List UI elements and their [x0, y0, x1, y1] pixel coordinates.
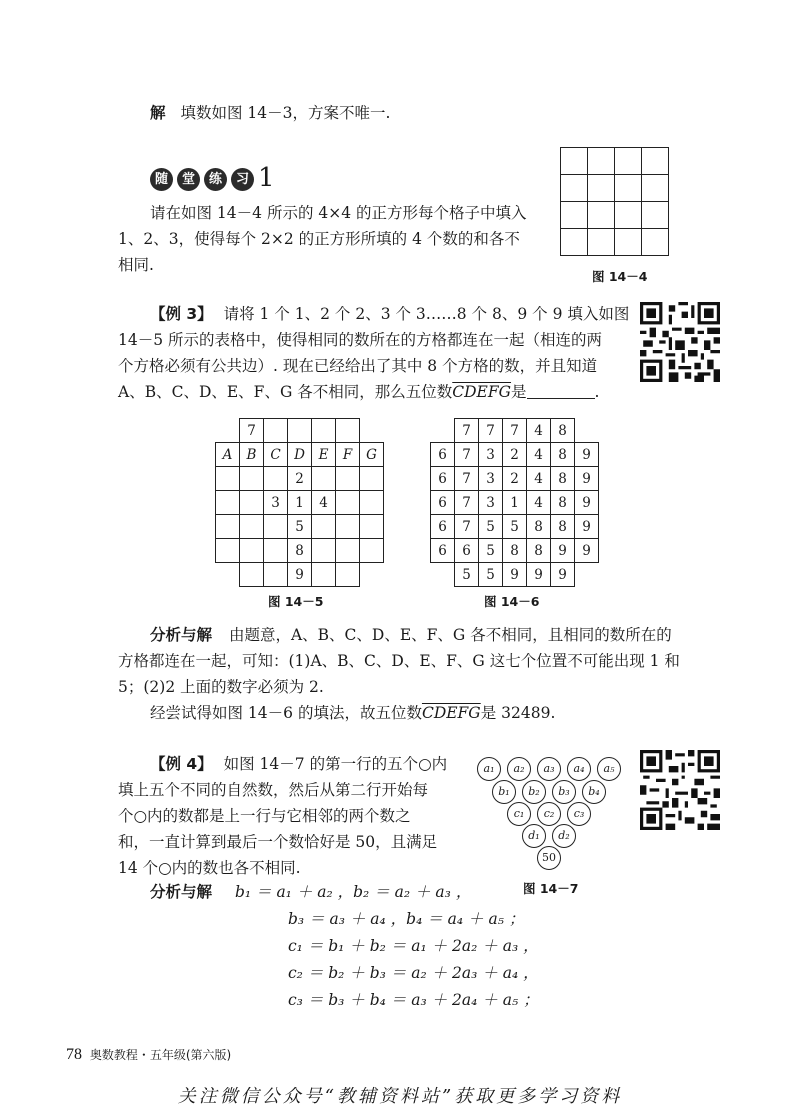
fig14-6-cell: 5	[479, 563, 503, 587]
fig14-5-cell: 4	[312, 491, 336, 515]
figure-14-6-table	[430, 418, 599, 587]
figure-14-6-caption: 图 14－6	[484, 594, 540, 609]
fig14-5-cell: 7	[240, 419, 264, 443]
circle-a4: a₄	[567, 757, 591, 781]
fig14-5-cell	[216, 467, 240, 491]
fig14-6-cell: 5	[455, 563, 479, 587]
fig14-6-cell: 9	[575, 539, 599, 563]
fig14-6-row	[431, 443, 599, 467]
example3-last-overline: CDEFG	[452, 383, 512, 401]
fig14-6-cell: 4	[527, 491, 551, 515]
fig14-5-cell	[264, 419, 288, 443]
fig14-5-cell	[312, 563, 336, 587]
fig14-6-cell	[431, 419, 455, 443]
fig14-5-row	[216, 443, 384, 467]
fig14-5-cell: 2	[288, 467, 312, 491]
fig14-6-cell: 4	[527, 419, 551, 443]
page-footer	[66, 1046, 231, 1064]
practice-number: 1	[258, 163, 275, 193]
answer-blank	[527, 382, 595, 399]
figure-14-4-grid	[560, 147, 669, 256]
circle-a5: a₅	[597, 757, 621, 781]
fig14-6-cell: 6	[431, 467, 455, 491]
fig14-6-cell: 8	[503, 539, 527, 563]
fig14-5-cell	[264, 563, 288, 587]
fig14-5-row	[216, 419, 384, 443]
fig14-5-cell: 9	[288, 563, 312, 587]
practice-line-2: 1、2、3，使得每个 2×2 的正方形所填的 4 个数的和各不	[118, 230, 520, 248]
solution-line	[150, 101, 390, 126]
analysis3-line-3: 5；(2)2 上面的数字必须为 2.	[118, 678, 324, 696]
fig14-6-row	[431, 515, 599, 539]
analysis4-eq5: c₃ ＝ b₃ ＋ b₄ ＝ a₃ ＋ 2a₄ ＋ a₅ ；	[288, 991, 539, 1009]
example3-line-3: 个方格必须有公共边）. 现在已经给出了其中 8 个方格的数，并且知道	[118, 357, 598, 375]
fig14-6-cell: 1	[503, 491, 527, 515]
fig14-5-cell	[336, 491, 360, 515]
analysis3-answer	[150, 701, 555, 726]
fig14-5-cell	[240, 539, 264, 563]
fig14-5-cell	[336, 563, 360, 587]
example3-last-suffix: 是	[511, 383, 527, 401]
fig14-6-row	[431, 563, 599, 587]
example3-last-prefix: A、B、C、D、E、F、G 各不相同，那么五位数	[118, 383, 453, 401]
fig14-6-cell: 9	[527, 563, 551, 587]
fig14-6-cell: 9	[575, 467, 599, 491]
fig14-6-cell: 8	[551, 443, 575, 467]
fig14-6-cell: 3	[479, 467, 503, 491]
practice-badge-1: 随	[150, 168, 173, 191]
circle-a2: a₂	[507, 757, 531, 781]
fig14-5-cell	[216, 419, 240, 443]
fig14-5-cell	[240, 563, 264, 587]
fig14-5-cell	[264, 515, 288, 539]
fig14-6-cell: 2	[503, 467, 527, 491]
analysis3-text-1: 由题意，A、B、C、D、E、F、G 各不相同，且相同的数所在的	[228, 626, 672, 644]
fig14-5-cell	[240, 491, 264, 515]
fig14-6-cell: 9	[551, 539, 575, 563]
circle-b1: b₁	[492, 780, 516, 804]
fig14-6-cell: 7	[455, 467, 479, 491]
fig14-5-cell: 5	[288, 515, 312, 539]
solution-text: 填数如图 14－3，方案不唯一.	[180, 104, 391, 122]
fig14-6-cell: 7	[455, 491, 479, 515]
fig14-6-row	[431, 467, 599, 491]
qr-code-icon	[640, 302, 720, 382]
example4-line-1	[150, 752, 447, 777]
fig14-5-cell	[360, 419, 384, 443]
fig14-5-cell: A	[216, 443, 240, 467]
fig14-6-cell: 7	[479, 419, 503, 443]
fig14-5-row	[216, 467, 384, 491]
fig14-6-cell: 9	[575, 443, 599, 467]
circle-b3: b₃	[552, 780, 576, 804]
analysis4-eq3: c₁ ＝ b₁ ＋ b₂ ＝ a₁ ＋ 2a₂ ＋ a₃ ，	[288, 937, 539, 955]
figure-14-7-caption: 图 14－7	[523, 881, 579, 896]
circle-c3: c₃	[567, 802, 591, 826]
fig14-6-cell: 6	[431, 515, 455, 539]
fig14-6-cell: 8	[551, 491, 575, 515]
page-number: 78	[66, 1046, 82, 1063]
fig14-5-cell	[360, 515, 384, 539]
example4-label: 【例 4】	[150, 755, 213, 773]
analysis4-line-1	[150, 880, 471, 905]
practice-badge-3: 练	[204, 168, 227, 191]
solution-label: 解	[150, 104, 166, 122]
fig14-5-cell: 8	[288, 539, 312, 563]
practice-badge-2: 堂	[177, 168, 200, 191]
fig14-5-cell	[240, 467, 264, 491]
fig14-6-cell: 9	[503, 563, 527, 587]
example3-line-1	[150, 302, 629, 327]
analysis4-eq4: c₂ ＝ b₂ ＋ b₃ ＝ a₂ ＋ 2a₃ ＋ a₄ ，	[288, 964, 539, 982]
fig14-5-cell: C	[264, 443, 288, 467]
fig14-5-row	[216, 539, 384, 563]
fig14-6-row	[431, 539, 599, 563]
fig14-5-cell	[336, 539, 360, 563]
fig14-5-cell	[312, 539, 336, 563]
figure-14-5-table	[215, 418, 384, 587]
example4-line-2: 填上五个不同的自然数，然后从第二行开始每	[118, 781, 429, 799]
fig14-6-cell: 4	[527, 443, 551, 467]
circle-b2: b₂	[522, 780, 546, 804]
fig14-6-cell: 9	[575, 491, 599, 515]
example3-text-1: 请将 1 个 1、2 个 2、3 个 3……8 个 8、9 个 9 填入如图	[223, 305, 630, 323]
analysis3-line-1	[150, 623, 672, 648]
watermark-text: 关注微信公众号“教辅资料站”获取更多学习资料	[177, 1086, 623, 1107]
fig14-5-cell: F	[336, 443, 360, 467]
fig14-6-cell: 5	[503, 515, 527, 539]
fig14-6-cell: 6	[431, 491, 455, 515]
fig14-6-cell: 5	[479, 515, 503, 539]
analysis4-eq1: b₁ ＝ a₁ ＋ a₂ ，b₂ ＝ a₂ ＋ a₃ ，	[234, 883, 472, 901]
analysis3-label: 分析与解	[150, 626, 213, 644]
analysis4-label: 分析与解	[150, 883, 213, 901]
circle-d1: d₁	[522, 824, 546, 848]
fig14-5-cell: E	[312, 443, 336, 467]
fig14-5-row	[216, 515, 384, 539]
example3-line-4	[118, 380, 599, 405]
fig14-6-cell: 9	[575, 515, 599, 539]
fig14-5-cell: 1	[288, 491, 312, 515]
fig14-5-cell	[264, 467, 288, 491]
fig14-6-cell: 7	[455, 419, 479, 443]
fig14-5-cell: D	[288, 443, 312, 467]
fig14-6-cell: 9	[551, 563, 575, 587]
fig14-6-cell: 6	[431, 443, 455, 467]
fig14-5-cell	[360, 491, 384, 515]
fig14-5-cell	[312, 419, 336, 443]
fig14-6-cell: 8	[527, 515, 551, 539]
fig14-6-cell	[575, 419, 599, 443]
fig14-5-cell: G	[360, 443, 384, 467]
example3-last-end: .	[594, 383, 600, 401]
analysis3-answer-suffix: 是 32489.	[480, 704, 556, 722]
book-title: 奥数教程・五年级(第六版)	[89, 1048, 232, 1062]
fig14-6-cell: 7	[455, 515, 479, 539]
practice-line-3: 相同.	[118, 256, 154, 274]
fig14-5-cell	[216, 539, 240, 563]
fig14-6-row	[431, 419, 599, 443]
fig14-5-cell	[336, 515, 360, 539]
example4-line-4: 和，一直计算到最后一个数恰好是 50，且满足	[118, 833, 438, 851]
fig14-5-row	[216, 563, 384, 587]
fig14-5-cell	[360, 563, 384, 587]
fig14-5-cell	[216, 491, 240, 515]
analysis4-eq2: b₃ ＝ a₃ ＋ a₄ ，b₄ ＝ a₄ ＋ a₅ ；	[288, 910, 525, 928]
circle-a3: a₃	[537, 757, 561, 781]
fig14-6-cell: 6	[431, 539, 455, 563]
fig14-6-cell: 3	[479, 491, 503, 515]
fig14-5-cell	[336, 419, 360, 443]
practice-badge-4: 习	[231, 168, 254, 191]
fig14-5-cell	[336, 467, 360, 491]
fig14-6-cell	[431, 563, 455, 587]
fig14-5-cell	[360, 539, 384, 563]
fig14-5-cell	[240, 515, 264, 539]
example3-label: 【例 3】	[150, 305, 213, 323]
fig14-6-cell: 7	[503, 419, 527, 443]
fig14-5-cell	[216, 515, 240, 539]
circle-c2: c₂	[537, 802, 561, 826]
fig14-6-cell: 8	[551, 515, 575, 539]
fig14-5-cell: B	[240, 443, 264, 467]
fig14-6-cell: 6	[455, 539, 479, 563]
figure-14-4-caption: 图 14－4	[592, 269, 648, 284]
practice-header	[150, 163, 275, 193]
example4-line-3: 个○内的数都是上一行与它相邻的两个数之	[118, 807, 411, 825]
fig14-6-cell: 7	[455, 443, 479, 467]
fig14-6-cell: 8	[527, 539, 551, 563]
fig14-6-cell: 5	[479, 539, 503, 563]
circle-c1: c₁	[507, 802, 531, 826]
fig14-5-cell	[288, 419, 312, 443]
practice-line-1: 请在如图 14－4 所示的 4×4 的正方形每个格子中填入	[150, 204, 527, 222]
example3-line-2: 14－5 所示的表格中，使得相同的数所在的方格都连在一起（相连的两	[118, 331, 603, 349]
analysis3-answer-overline: CDEFG	[421, 704, 481, 722]
fig14-5-cell	[312, 515, 336, 539]
fig14-5-cell	[360, 467, 384, 491]
analysis3-answer-prefix: 经尝试得如图 14－6 的填法，故五位数	[150, 704, 422, 722]
fig14-6-cell: 4	[527, 467, 551, 491]
fig14-5-row	[216, 491, 384, 515]
fig14-6-cell: 2	[503, 443, 527, 467]
circle-b4: b₄	[582, 780, 606, 804]
circle-result: 50	[537, 846, 561, 870]
analysis3-line-2: 方格都连在一起，可知：(1)A、B、C、D、E、F、G 这七个位置不可能出现 1 和	[118, 652, 680, 670]
fig14-6-row	[431, 491, 599, 515]
example4-line-5: 14 个○内的数也各不相同.	[118, 859, 301, 877]
fig14-6-cell: 8	[551, 419, 575, 443]
example4-text-1: 如图 14－7 的第一行的五个○内	[223, 755, 448, 773]
fig14-6-cell: 3	[479, 443, 503, 467]
circle-d2: d₂	[552, 824, 576, 848]
fig14-6-cell	[575, 563, 599, 587]
circle-a1: a₁	[477, 757, 501, 781]
fig14-6-cell: 8	[551, 467, 575, 491]
fig14-5-cell: 3	[264, 491, 288, 515]
figure-14-5-caption: 图 14－5	[268, 594, 324, 609]
fig14-5-cell	[264, 539, 288, 563]
qr-code-icon	[640, 750, 720, 830]
fig14-5-cell	[312, 467, 336, 491]
fig14-5-cell	[216, 563, 240, 587]
